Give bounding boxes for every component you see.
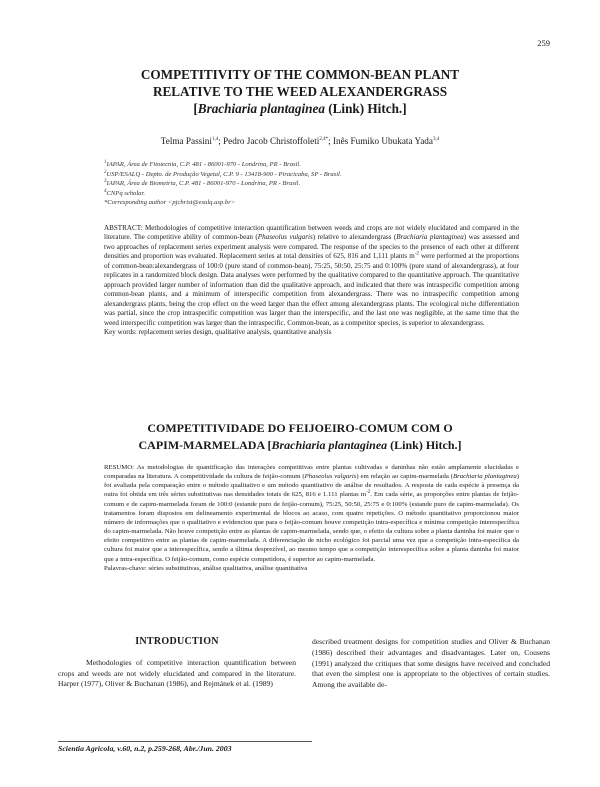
title-line-1: COMPETITIVITY OF THE COMMON-BEAN PLANT [140,67,460,82]
title-line-2: RELATIVE TO THE WEED ALEXANDERGRASS [152,84,448,99]
intro-paragraph-2: described treatment designs for competition studies and Oliver & Buchanan (1986) described their advantages and disadvantages. Later on, Cousens (1991) analyzed the critiques that some designs have received and concluded that even the simplest one is appropriate to the objectives of certain studies. Among the available de- [312,637,550,690]
footer-divider [58,741,312,742]
pt-title-line-2: CAPIM-MARMELADA [Brachiaria plantaginea (Link) Hitch.] [138,438,462,452]
author-list: Telma Passini$^{1,4}$; Pedro Jacob Christoffoleti$^{2,4*}$; Inês Fumiko Ubukata Yada$^{3,4}$ [160,136,440,146]
resumo-keywords: Palavras-chave: séries substitutivas, análise qualitativa, análise quantitativa [104,564,308,572]
intro-right-column [312,637,550,691]
title-line-3: [Brachiaria plantaginea (Link) Hitch.] [193,101,407,116]
resumo [104,463,519,573]
intro-paragraph-1: Methodologies of competitive interaction quantification between crops and weeds are not widely elucidated and compared in the literature. Harper (1977), Oliver & Buchanan (1986), and Rejmánek et al. (1989) [58,657,296,689]
portuguese-title [80,420,520,454]
intro-left-column [58,637,296,690]
corresponding-author[interactable]: *Corresponding author <pjchrist@esalq.usp.br> [104,199,236,207]
title-species: Brachiaria plantaginea [197,101,325,116]
abstract [104,224,519,337]
article-title [80,66,520,117]
affiliation-2: $^2$USP/ESALQ - Depto. de Produção Vegetal, C.P. 9 - 13418-900 - Piracicaba, SP - Brasil. [104,169,342,178]
affiliation-4: $^4$CNPq scholar. [104,188,145,197]
resumo-text: RESUMO: As metodologias de quantificação das interações competitivas entre plantas cultivadas e daninhas não estão amplamente elucidadas e comparadas na literatura. A competitividade da cultura de feijão-comum (Phaseolus vulgaris) em relação ao capim-marmelada (Brachiaria plantaginea) foi avaliada pela comparação entre o método qualitativo e um método quantitativo de análise de resultados. A resposta de cada espécie à presença da outra foi obtida em três séries substitutivas nas densidades totais de 625, 816 e 1.111 plantas $m^{-2}$. Em cada série, as proporções entre plantas de feijão-comum e de capim-marmelada foram de 100:0 (estande puro de feijão-comum), 75:25, 50:50, 25:75 e 0:100% (estande puro de capim-marmelada). Os tratamentos foram dispostos em delineamento experimental de blocos ao acaso, com quatro repetições. O método quantitativo proporcionou maior número de informações que o qualitativo e evidenciou que para o feijão-comum houve competição intra-específica e mínima competição interespecífica do capim-marmelada. Não houve competição entre as plantas de capim-marmelada, sendo que, o efeito da cultura sobre a planta daninha foi maior que o efeito competitivo entre as plantas de capim-marmelada. A diferenciação de nicho ecológico foi parcial uma vez que a competição intra-específica da cultura foi maior que a interespecífica, sendo a última desprezível, ao mesmo tempo que a competição interespecífica sobre a planta daninha foi maior que a intra-específica. O feijão-comum, como espécie competidora, é superior ao capim-marmelada. [104,464,520,563]
abstract-keywords: Key words: replacement series design, qualitative analysis, quantitative analysis [104,327,332,336]
introduction-heading: INTRODUCTION [135,636,219,647]
journal-footer: Scientia Agricola, v.60, n.2, p.259-268, Abr./Jun. 2003 [58,744,232,753]
pt-title-line-1: COMPETITIVIDADE DO FEIJOEIRO-COMUM COM O [147,421,453,435]
page-number: 259 [537,38,550,48]
affiliation-1: $^1$IAPAR, Área de Fitotecnia, C.P. 481 - 86001-970 - Londrina, PR - Brasil. [104,159,301,168]
abstract-text: ABSTRACT: Methodologies of competitive interaction quantification between weeds and crops are not widely elucidated and compared in the literature. The competitive ability of common-bean (Phaseolus vulgaris) relative to alexandergrass (Brachiaria plantaginea) was assessed and two approaches of replacement series experiment analysis were compared. The response of the species to the presence of each other at different densities and proportion was evaluated. Replacement series at total densities of 625, 816 and 1,111 plants $m^{-2}$ were performed at the proportions of common-bean:alexandergrass of 100:0 (pure stand of common-bean), 75:25, 50:50, 25:75 and 0:100% (pure stand of alexandergrass), at four replicates in a randomized block design. Data analyses were performed by the qualitative compared to the quantitative approach. The quantitative approach provided larger number of information than did the qualitative approach, and indicated that there was intraspecific competition among common-bean plants, and a minimum of interspecific competition from alexandergrass. There was no intraspecific competition among alexandergrass plants, being the crop effect on the weed larger than the effect among alexandergrass plants. The ecological niche differentiation was partial, since the crop intraspecific competition was larger than the interspecific, and the last one was negligible, at the same time that the weed interspecific competition was larger than the intraspecific. Common-bean, as a competitor species, is superior to alexandergrass. [104,224,519,327]
affiliation-3: $^3$IAPAR, Área de Biometria, C.P. 481 - 86001-970 - Londrina, PR - Brasil. [104,179,301,188]
affiliations [104,160,524,208]
